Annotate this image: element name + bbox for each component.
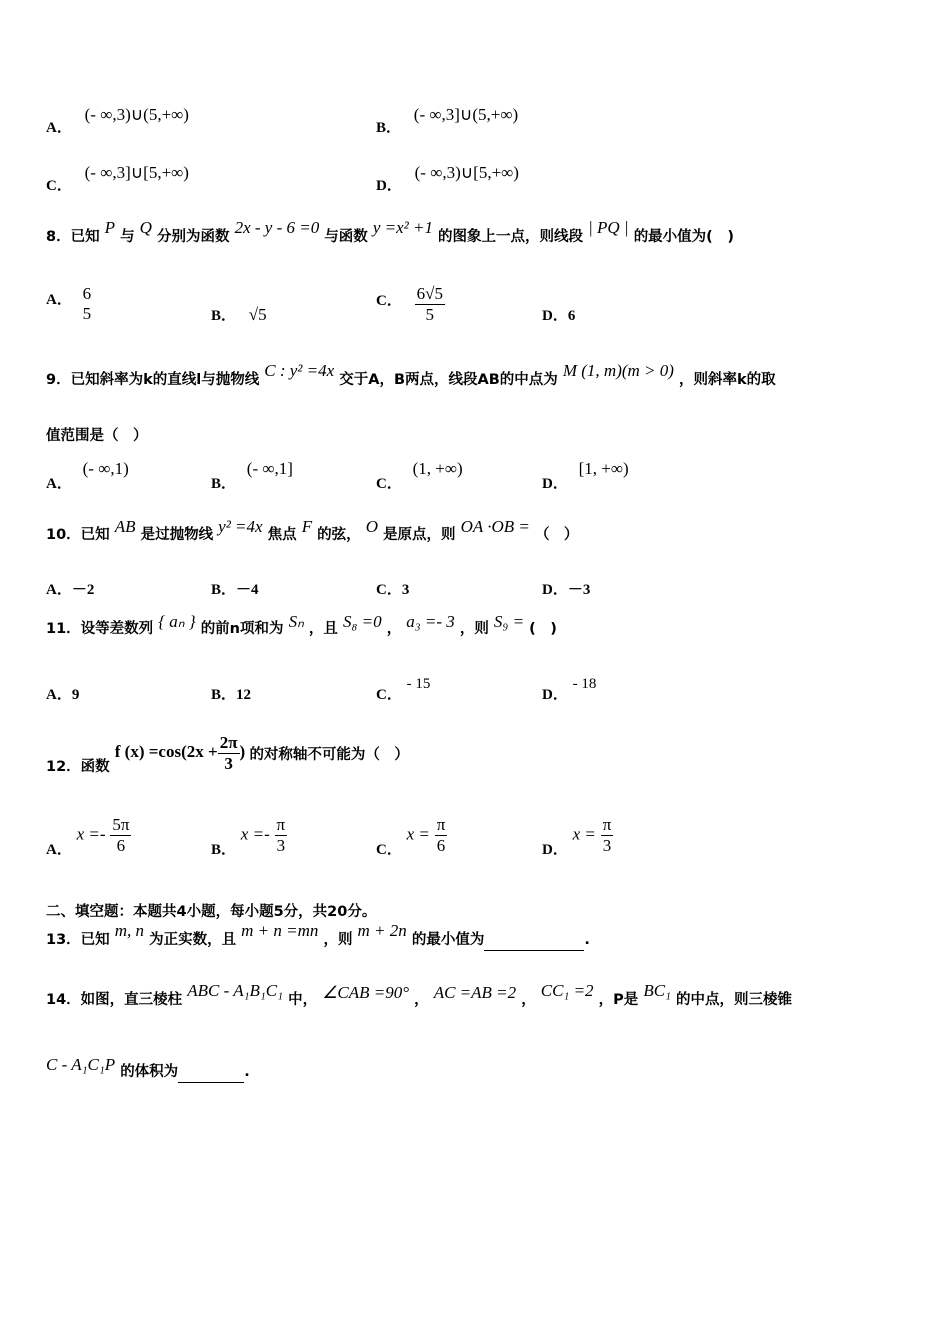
denominator: 5 [82, 304, 92, 323]
text: ，则 [323, 932, 353, 948]
math-sides: AC =AB =2 [433, 983, 517, 1002]
text: ( ) [529, 621, 557, 637]
option-expr: (- ∞,1] [246, 459, 293, 478]
option-label: C． [376, 687, 402, 703]
text: 的图象上一点，则线段 [438, 229, 584, 245]
math-curve: y² =4x [218, 517, 263, 536]
q12-option-b [211, 815, 287, 856]
text: 的弦， [317, 527, 361, 543]
q7-option-a [46, 104, 189, 136]
text: 是原点，则 [383, 527, 456, 543]
question-14-line-2 [46, 1055, 250, 1083]
q8-option-a [46, 284, 93, 324]
question-10 [46, 517, 579, 544]
q9-option-c [376, 458, 463, 492]
question-9 [46, 361, 776, 389]
math-s9: S₉ = [493, 612, 525, 631]
denominator: 3 [224, 754, 233, 773]
math-equation: m + n =mn [241, 921, 319, 940]
option-lhs: x =- [76, 824, 106, 844]
math-q: Q [139, 218, 152, 237]
fraction [110, 815, 131, 856]
question-11 [46, 612, 557, 638]
text: ， [414, 992, 429, 1008]
text: 9．已知斜率为k的直线l与抛物线 [46, 372, 260, 388]
option-expr: (- ∞,3)∪(5,+∞) [84, 105, 189, 124]
math-expression: m + 2n [357, 921, 407, 940]
q12-option-d [542, 815, 613, 856]
answer-blank[interactable] [178, 1066, 244, 1083]
q9-option-a [46, 458, 129, 492]
option-label: A． [46, 476, 72, 492]
text: 交于A，B两点，线段AB的中点为 [339, 372, 558, 388]
math-pq: | PQ | [588, 218, 629, 237]
numerator: π [436, 815, 446, 834]
numerator: π [276, 815, 286, 834]
fraction [601, 815, 614, 856]
q9-option-d [542, 458, 629, 492]
text: 已知 [70, 229, 100, 245]
text: 的前n项和为 [200, 621, 284, 637]
option-label: A． [46, 841, 72, 858]
option-expr: [1, +∞) [578, 459, 629, 478]
option-expr: (- ∞,3)∪[5,+∞) [414, 163, 519, 182]
denominator: 3 [602, 836, 612, 855]
text: 为正实数，且 [149, 932, 237, 948]
math-function-1: 2x - y - 6 =0 [234, 218, 320, 237]
text: 13．已知 [46, 932, 110, 948]
question-13 [46, 921, 590, 951]
q11-option-a: A．9 [46, 687, 80, 703]
option-label: D． [542, 476, 568, 492]
option-label: C． [376, 841, 402, 858]
option-value: - 15 [406, 676, 431, 692]
math-a3: a₃ =- 3 [406, 612, 455, 631]
fraction [218, 733, 240, 774]
option-expr: (- ∞,3]∪[5,+∞) [84, 163, 189, 182]
text: 10．已知 [46, 527, 110, 543]
q7-option-b [376, 104, 519, 136]
option-label: B． [211, 476, 237, 492]
fraction [435, 815, 448, 856]
option-label: D． [542, 841, 568, 858]
question-number: 8． [46, 229, 71, 245]
option-label: B． [211, 308, 237, 324]
q8-option-c [376, 284, 445, 325]
denominator: 3 [276, 836, 286, 855]
q10-option-a: A．－2 [46, 582, 95, 598]
q11-option-b: B．12 [211, 687, 252, 703]
text: . [584, 932, 590, 948]
math-dot-product: OA ·OB = [460, 517, 530, 536]
section-title: 二、填空题：本题共4小题，每小题5分，共20分。 [46, 904, 377, 920]
text: ，P是 [598, 992, 639, 1008]
numerator: 2π [219, 733, 238, 752]
math-cc1: CC₁ =2 [540, 981, 594, 1000]
text: ， [521, 992, 536, 1008]
fraction [275, 815, 288, 856]
option-value: - 18 [572, 676, 597, 692]
question-12 [46, 733, 409, 774]
fraction [415, 284, 445, 325]
answer-blank[interactable] [484, 934, 584, 951]
text: （ ） [534, 527, 579, 543]
math-midpoint: M (1, m)(m > 0) [562, 361, 674, 380]
text: ， [386, 621, 402, 637]
math-s8: S₈ =0 [342, 612, 382, 631]
math-sequence: { aₙ } [158, 612, 196, 631]
math-prism: ABC - A₁B₁C₁ [187, 981, 284, 1000]
text: 的中点，则三棱锥 [676, 992, 793, 1008]
text: . [244, 1064, 250, 1080]
question-9-line-2: 值范围是（ ） [46, 428, 148, 444]
option-label: B． [211, 841, 237, 858]
option-expr: (- ∞,3]∪(5,+∞) [413, 105, 519, 124]
math-bc1: BC₁ [643, 981, 671, 1000]
option-value: √5 [248, 305, 267, 324]
q9-option-b [211, 458, 293, 492]
option-label: D． [376, 178, 402, 194]
option-label: C． [46, 178, 72, 194]
text: ，则 [459, 621, 489, 637]
option-label: A． [46, 292, 72, 308]
math-f: F [301, 517, 313, 536]
q11-option-c [376, 672, 431, 703]
text: ，则斜率k的取 [679, 372, 776, 388]
q10-option-b: B．－4 [211, 582, 259, 598]
option-label: A． [46, 120, 72, 136]
denominator: 6 [436, 836, 446, 855]
text: 的最小值为( ) [633, 229, 734, 245]
option-lhs: x = [406, 824, 430, 844]
option-label: C． [376, 476, 402, 492]
text: 与 [120, 229, 135, 245]
text: 12．函数 [46, 759, 110, 776]
text: 中， [288, 992, 318, 1008]
option-expr: (1, +∞) [412, 459, 463, 478]
option-label: D． [542, 687, 568, 703]
numerator: 6√5 [416, 284, 443, 303]
numerator: 6 [82, 284, 92, 303]
text: 是过抛物线 [140, 527, 214, 543]
text: 的体积为 [120, 1064, 179, 1080]
q8-option-d: D．6 [542, 308, 576, 324]
text: 焦点 [267, 527, 297, 543]
option-lhs: x = [572, 824, 596, 844]
text: 14．如图，直三棱柱 [46, 992, 183, 1008]
option-label: B． [376, 120, 402, 136]
question-8 [46, 218, 734, 246]
q10-option-d: D．－3 [542, 582, 591, 598]
math-mn: m, n [114, 921, 145, 940]
q7-option-d [376, 162, 519, 194]
option-expr: (- ∞,1) [82, 459, 129, 478]
function-left: f (x) =cos(2x + [114, 742, 218, 762]
math-curve: C : y² =4x [264, 361, 335, 380]
math-o: O [365, 517, 378, 536]
numerator: π [602, 815, 612, 834]
text: ，且 [308, 621, 338, 637]
text: 分别为函数 [157, 229, 230, 245]
option-label: C． [376, 292, 402, 309]
math-angle: ∠CAB =90° [322, 983, 410, 1002]
math-pyramid: C - A₁C₁P [46, 1055, 116, 1074]
text: 11．设等差数列 [46, 621, 154, 637]
math-ab: AB [114, 517, 136, 536]
math-function [114, 733, 250, 773]
math-function-2: y =x² +1 [372, 218, 433, 237]
q12-option-a [46, 815, 131, 856]
q10-option-c: C．3 [376, 582, 410, 598]
math-sn: Sₙ [288, 612, 304, 631]
text: 的对称轴不可能为（ ） [249, 747, 409, 764]
math-p: P [104, 218, 116, 237]
text: 与函数 [324, 229, 368, 245]
q12-option-c [376, 815, 447, 856]
numerator: 5π [112, 815, 130, 834]
fraction [81, 284, 94, 324]
function-right: ) [239, 742, 246, 762]
denominator: 6 [116, 836, 126, 855]
q8-option-b [211, 304, 267, 325]
denominator: 5 [425, 305, 435, 324]
question-14 [46, 981, 793, 1009]
q7-option-c [46, 162, 189, 194]
option-lhs: x =- [240, 824, 270, 844]
q11-option-d [542, 672, 597, 703]
text: 的最小值为 [411, 932, 485, 948]
